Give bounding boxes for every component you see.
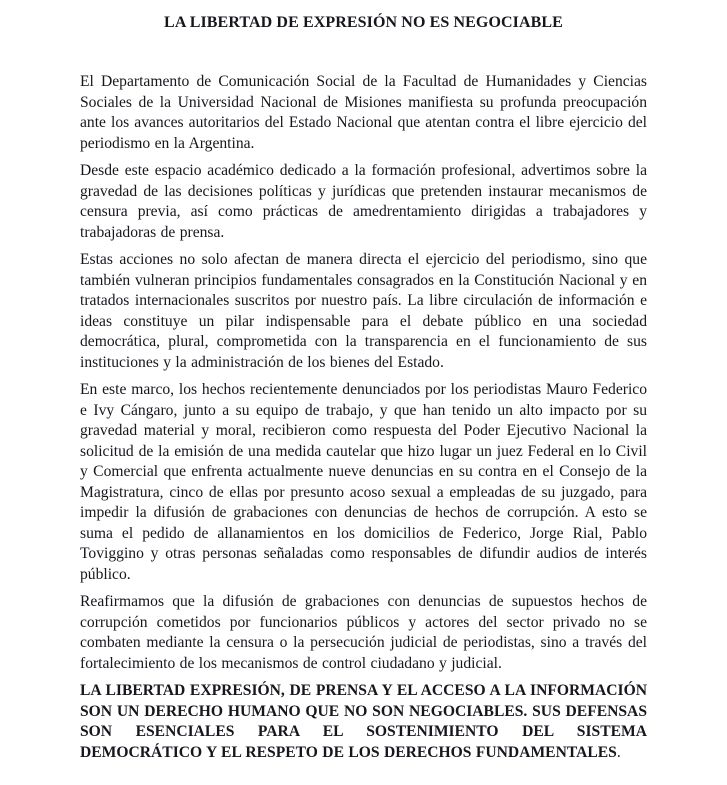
paragraph-principios-constitucion: Estas acciones no solo afectan de manera directa el ejercicio del periodismo, sino que también vulneran principios fundamentales consagrados en la Constitución Nacional y en tratados internacionales suscritos por nuestro país. La libre circulación de información e ideas constituye un pilar indispensable para el debate público en una sociedad democrática, plural, comprometida con la transparencia en el funcionamiento de sus instituciones y la administración de los bienes del Estado. bbox=[80, 251, 647, 371]
document-title: LA LIBERTAD DE EXPRESIÓN NO ES NEGOCIABLE bbox=[164, 14, 563, 31]
paragraph-hechos-denunciados: En este marco, los hechos recientemente denunciados por los periodistas Mauro Federico e Ivy Cángaro, junto a su equipo de trabajo, y que han tenido un alto impacto por su gravedad material y moral, recibieron como respuesta del Poder Ejecutivo Nacional la solicitud de la emisión de una medida cautelar que hizo lugar un juez Federal en lo Civil y Comercial que enfrenta actualmente nueve denuncias en su contra en el Consejo de la Magistratura, cinco de ellas por presunto acoso sexual a empleadas de su juzgado, para impedir la difusión de grabaciones con denuncias de hechos de corrupción. A esto se suma el pedido de allanamientos en los domicilios de Federico, Jorge Rial, Pablo Toviggino y otras personas señaladas como responsables de difundir audios de interés público. bbox=[80, 381, 647, 583]
closing-statement-period: . bbox=[616, 743, 621, 761]
paragraph-intro-unam: El Departamento de Comunicación Social de la Facultad de Humanidades y Ciencias Sociales de la Universidad Nacional de Misiones manifiesta su profunda preocupación ante los avances autoritarios del Estado Nacional que atentan contra el libre ejercicio del periodismo en la Argentina. bbox=[80, 73, 647, 152]
paragraph-espacio-academico: Desde este espacio académico dedicado a la formación profesional, advertimos sobre la gravedad de las decisiones políticas y jurídicas que pretenden instaurar mecanismos de censura previa, así como prácticas de amedrentamiento dirigidas a trabajadores y trabajadoras de prensa. bbox=[80, 162, 647, 241]
paragraph-reafirmamos: Reafirmamos que la difusión de grabaciones con denuncias de supuestos hechos de corrupción cometidos por funcionarios públicos y actores del sector privado no se combaten mediante la censura o la persecución judicial de periodistas, sino a través del fortalecimiento de los mecanismos de control ciudadano y judicial. bbox=[80, 593, 647, 672]
closing-statement-text: LA LIBERTAD EXPRESIÓN, DE PRENSA Y EL ACCESO A LA INFORMACIÓN SON UN DERECHO HUMANO QUE NO SON NEGOCIABLES. SUS DEFENSAS SON ESENCIALES PARA EL SOSTENIMIENTO DEL SISTEMA DEMOCRÁTICO Y EL RESPETO DE LOS DERECHOS FUNDAMENTALES bbox=[80, 682, 647, 761]
closing-statement bbox=[80, 681, 647, 763]
